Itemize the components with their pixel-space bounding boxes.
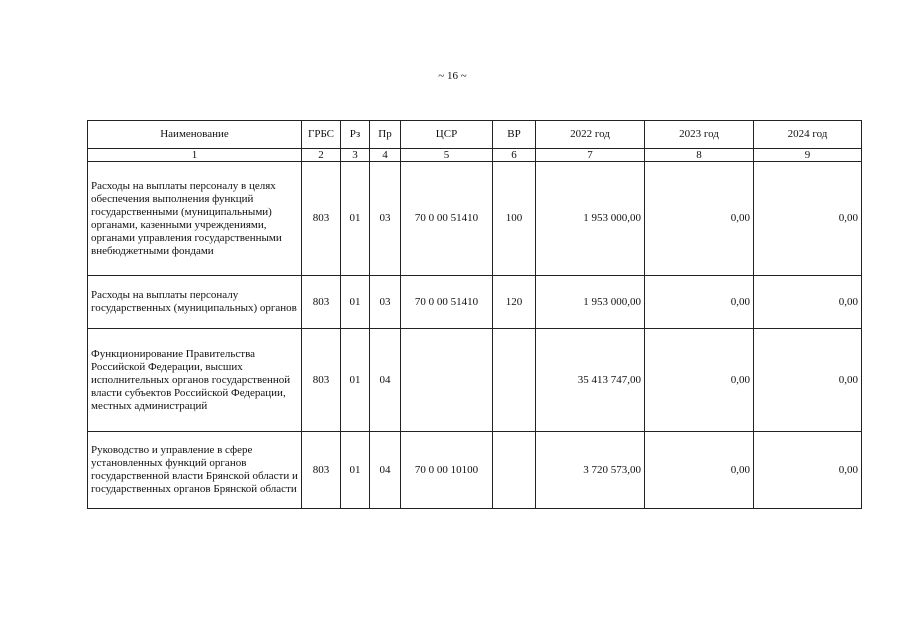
header-rz: Рз — [341, 121, 370, 149]
cell-2024: 0,00 — [754, 329, 862, 432]
header-row — [88, 121, 862, 149]
column-number: 8 — [645, 149, 754, 162]
header-grbs: ГРБС — [302, 121, 341, 149]
table-row — [88, 162, 862, 276]
page-number: ~ 16 ~ — [438, 70, 467, 82]
cell-2024: 0,00 — [754, 162, 862, 276]
cell-rz: 01 — [341, 329, 370, 432]
cell-pr: 03 — [370, 162, 401, 276]
cell-vr: 100 — [493, 162, 536, 276]
column-number: 2 — [302, 149, 341, 162]
row-name: Расходы на выплаты персоналу в целях обеспечения выполнения функций государственными (муниципальными) органами, казенными учреждениями, органами управления государственными внебюджетными фондами — [88, 162, 302, 276]
header-name: Наименование — [88, 121, 302, 149]
cell-grbs: 803 — [302, 276, 341, 329]
cell-csr — [401, 329, 493, 432]
cell-grbs: 803 — [302, 162, 341, 276]
header-csr: ЦСР — [401, 121, 493, 149]
header-2024: 2024 год — [754, 121, 862, 149]
cell-rz: 01 — [341, 162, 370, 276]
header-vr: ВР — [493, 121, 536, 149]
cell-2024: 0,00 — [754, 276, 862, 329]
row-name: Руководство и управление в сфере установленных функций органов государственной власти Брянской области и государственных органов Брянской области — [88, 432, 302, 509]
cell-vr — [493, 432, 536, 509]
cell-pr: 04 — [370, 329, 401, 432]
cell-csr: 70 0 00 51410 — [401, 162, 493, 276]
column-number: 1 — [88, 149, 302, 162]
cell-2024: 0,00 — [754, 432, 862, 509]
cell-2023: 0,00 — [645, 162, 754, 276]
cell-2023: 0,00 — [645, 276, 754, 329]
column-number: 9 — [754, 149, 862, 162]
column-number: 3 — [341, 149, 370, 162]
cell-vr: 120 — [493, 276, 536, 329]
row-name: Расходы на выплаты персоналу государственных (муниципальных) органов — [88, 276, 302, 329]
row-name: Функционирование Правительства Российской Федерации, высших исполнительных органов государственной власти субъектов Российской Федерации, местных администраций — [88, 329, 302, 432]
column-number: 7 — [536, 149, 645, 162]
table-row — [88, 432, 862, 509]
cell-2022: 3 720 573,00 — [536, 432, 645, 509]
column-number: 4 — [370, 149, 401, 162]
cell-vr — [493, 329, 536, 432]
cell-grbs: 803 — [302, 432, 341, 509]
cell-2022: 35 413 747,00 — [536, 329, 645, 432]
cell-grbs: 803 — [302, 329, 341, 432]
budget-table — [87, 120, 862, 509]
header-2023: 2023 год — [645, 121, 754, 149]
cell-csr: 70 0 00 51410 — [401, 276, 493, 329]
cell-pr: 03 — [370, 276, 401, 329]
header-2022: 2022 год — [536, 121, 645, 149]
column-number: 6 — [493, 149, 536, 162]
table-row — [88, 329, 862, 432]
cell-csr: 70 0 00 10100 — [401, 432, 493, 509]
table-row — [88, 276, 862, 329]
cell-2022: 1 953 000,00 — [536, 162, 645, 276]
cell-rz: 01 — [341, 432, 370, 509]
cell-2023: 0,00 — [645, 432, 754, 509]
cell-rz: 01 — [341, 276, 370, 329]
cell-2022: 1 953 000,00 — [536, 276, 645, 329]
column-number-row — [88, 149, 862, 162]
header-pr: Пр — [370, 121, 401, 149]
cell-pr: 04 — [370, 432, 401, 509]
column-number: 5 — [401, 149, 493, 162]
cell-2023: 0,00 — [645, 329, 754, 432]
